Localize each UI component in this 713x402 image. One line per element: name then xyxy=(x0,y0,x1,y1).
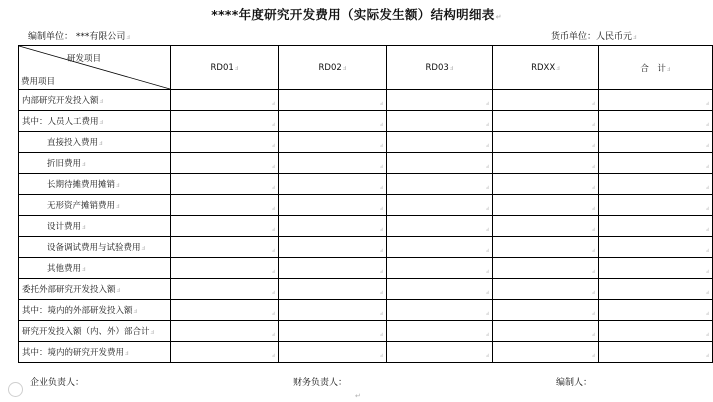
corner-bottom-label: 费用项目 xyxy=(21,77,56,87)
table-row xyxy=(19,237,713,258)
value-cell[interactable] xyxy=(387,300,493,321)
row-label-cell xyxy=(19,174,171,195)
value-cell[interactable] xyxy=(171,111,279,132)
value-cell[interactable] xyxy=(493,258,599,279)
value-cell[interactable] xyxy=(493,216,599,237)
cell-mark: ⅎ xyxy=(705,268,709,275)
cell-mark: ⅎ xyxy=(379,331,383,338)
row-label-cell xyxy=(19,300,171,321)
cell-mark: ⅎ xyxy=(379,163,383,170)
cell-mark: ⅎ xyxy=(379,121,383,128)
corner-top-label: 研发项目 xyxy=(67,54,102,64)
title-text: ****年度研究开发费用（实际发生额）结构明细表 xyxy=(211,7,495,22)
table-row xyxy=(19,195,713,216)
cell-mark: ⅎ xyxy=(485,247,489,254)
cell-mark: ⅎ xyxy=(379,226,383,233)
value-cell[interactable] xyxy=(599,132,713,153)
cell-mark: ⅎ xyxy=(591,184,595,191)
cell-mark: ⅎ xyxy=(666,64,671,73)
cell-mark: ⅎ xyxy=(116,286,121,294)
table-row xyxy=(19,111,713,132)
cell-mark: ⅎ xyxy=(379,205,383,212)
column-header-rd01 xyxy=(171,46,279,90)
table-row xyxy=(19,279,713,300)
cell-mark: ⅎ xyxy=(485,310,489,317)
value-cell[interactable] xyxy=(387,153,493,174)
document-title xyxy=(0,5,713,23)
cell-mark: ⅎ xyxy=(271,331,275,338)
value-cell[interactable] xyxy=(493,237,599,258)
cell-mark: ⅎ xyxy=(116,202,120,210)
value-cell[interactable] xyxy=(387,279,493,300)
value-cell[interactable] xyxy=(387,195,493,216)
cell-mark: ⅎ xyxy=(485,352,489,359)
row-label: 折旧费用 xyxy=(47,159,82,169)
row-label-cell xyxy=(19,216,171,237)
row-label: 设计费用 xyxy=(47,222,82,232)
cell-mark: ⅎ xyxy=(591,268,595,275)
table-row xyxy=(19,132,713,153)
enterprise-head-label: 企业负责人： xyxy=(30,378,85,388)
currency-unit xyxy=(551,29,637,42)
cell-mark: ⅎ xyxy=(591,121,595,128)
cell-mark: ⅎ xyxy=(449,63,454,72)
row-label: 其中：人员人工费用 xyxy=(22,117,99,127)
cell-mark: ⅎ xyxy=(485,268,489,275)
cell-mark: ⅎ xyxy=(125,349,129,357)
value-cell[interactable] xyxy=(171,258,279,279)
cell-mark: ⅎ xyxy=(271,352,275,359)
cell-mark: ⅎ xyxy=(126,33,131,41)
cell-mark: ⅎ xyxy=(82,223,86,231)
row-label-cell xyxy=(19,237,171,258)
row-label-cell xyxy=(19,195,171,216)
row-label: 无形资产摊销费用 xyxy=(47,201,116,211)
watermark-icon xyxy=(8,382,23,397)
value-cell[interactable] xyxy=(387,342,493,363)
row-label-cell xyxy=(19,90,171,111)
cell-mark: ⅎ xyxy=(379,184,383,191)
value-cell[interactable] xyxy=(279,300,387,321)
row-label: 其他费用 xyxy=(47,264,82,274)
value-cell[interactable] xyxy=(599,111,713,132)
cell-mark: ⅎ xyxy=(591,100,595,107)
cell-mark: ⅎ xyxy=(591,331,595,338)
cell-mark: ⅎ xyxy=(82,265,86,273)
cell-mark: ⅎ xyxy=(99,139,103,147)
value-cell[interactable] xyxy=(171,195,279,216)
cell-mark: ⅎ xyxy=(705,289,709,296)
cell-mark: ⅎ xyxy=(705,226,709,233)
cell-mark: ⅎ xyxy=(485,184,489,191)
row-label: 其中：境内的外部研发投入额 xyxy=(22,306,133,316)
cell-mark: ⅎ xyxy=(271,184,275,191)
cell-mark: ⅎ xyxy=(99,97,104,105)
cell-mark: ⅎ xyxy=(271,205,275,212)
value-cell[interactable] xyxy=(599,279,713,300)
row-label-cell xyxy=(19,153,171,174)
cell-mark: ⅎ xyxy=(271,226,275,233)
cell-mark: ⅎ xyxy=(705,310,709,317)
cell-mark: ⅎ xyxy=(141,244,146,252)
cell-mark: ⅎ xyxy=(705,184,709,191)
value-cell[interactable] xyxy=(279,321,387,342)
table-row xyxy=(19,90,713,111)
value-cell[interactable] xyxy=(599,300,713,321)
value-cell[interactable] xyxy=(387,216,493,237)
value-cell[interactable] xyxy=(493,90,599,111)
header-row xyxy=(19,46,713,90)
column-header-label: RD01 xyxy=(210,62,234,73)
row-label: 直接投入费用 xyxy=(47,138,99,148)
preparer-label: 编制人： xyxy=(556,378,593,388)
value-cell[interactable] xyxy=(279,195,387,216)
value-cell[interactable] xyxy=(599,258,713,279)
row-label: 设备调试费用与试验费用 xyxy=(47,243,141,253)
row-label-cell xyxy=(19,111,171,132)
row-label-cell xyxy=(19,132,171,153)
cell-mark: ⅎ xyxy=(133,307,138,315)
cell-mark: ⅎ xyxy=(705,142,709,149)
value-cell[interactable] xyxy=(171,237,279,258)
value-cell[interactable] xyxy=(493,132,599,153)
value-cell[interactable] xyxy=(493,195,599,216)
cell-mark: ⅎ xyxy=(271,247,275,254)
cell-mark: ⅎ xyxy=(591,310,595,317)
cell-mark: ⅎ xyxy=(150,328,155,336)
value-cell[interactable] xyxy=(171,321,279,342)
row-label-cell xyxy=(19,258,171,279)
value-cell[interactable] xyxy=(599,90,713,111)
table-row xyxy=(19,216,713,237)
value-cell[interactable] xyxy=(279,237,387,258)
cell-mark: ⅎ xyxy=(705,331,709,338)
column-header-label: RD02 xyxy=(318,62,342,73)
finance-head-label: 财务负责人： xyxy=(293,378,348,388)
cell-mark: ⅎ xyxy=(271,142,275,149)
row-label: 内部研究开发投入额 xyxy=(22,96,99,106)
value-cell[interactable] xyxy=(279,90,387,111)
value-cell[interactable] xyxy=(599,174,713,195)
value-cell[interactable] xyxy=(493,300,599,321)
value-cell[interactable] xyxy=(387,237,493,258)
value-cell[interactable] xyxy=(387,321,493,342)
cell-mark: ⅎ xyxy=(705,163,709,170)
cell-mark: ⅎ xyxy=(379,247,383,254)
cell-mark: ⅎ xyxy=(485,121,489,128)
cell-mark: ⅎ xyxy=(116,181,120,189)
cell-mark: ⅎ xyxy=(82,160,86,168)
column-header-label: RDXX xyxy=(531,62,556,73)
cell-mark: ⅎ xyxy=(379,142,383,149)
cell-mark: ⅎ xyxy=(705,352,709,359)
cell-mark: ⅎ xyxy=(591,247,595,254)
cell-mark: ⅎ xyxy=(379,352,383,359)
value-cell[interactable] xyxy=(279,216,387,237)
cell-mark: ⅎ xyxy=(271,310,275,317)
cell-mark: ⅎ xyxy=(591,163,595,170)
cell-mark: ⅎ xyxy=(591,226,595,233)
column-header-label: 合 计 xyxy=(640,63,666,74)
cell-mark: ⅎ xyxy=(485,100,489,107)
corner-header-cell xyxy=(19,46,171,90)
value-cell[interactable] xyxy=(599,321,713,342)
value-cell[interactable] xyxy=(599,237,713,258)
value-cell[interactable] xyxy=(387,258,493,279)
cell-mark: ⅎ xyxy=(485,289,489,296)
value-cell[interactable] xyxy=(493,321,599,342)
cell-mark: ⅎ xyxy=(633,33,637,41)
cell-mark: ⅎ xyxy=(591,142,595,149)
cell-mark: ⅎ xyxy=(271,163,275,170)
value-cell[interactable] xyxy=(493,174,599,195)
paragraph-mark-bottom: ↵ xyxy=(355,392,361,400)
value-cell[interactable] xyxy=(493,279,599,300)
cell-mark: ⅎ xyxy=(271,100,275,107)
value-cell[interactable] xyxy=(387,132,493,153)
cell-mark: ⅎ xyxy=(485,226,489,233)
row-label-cell xyxy=(19,342,171,363)
value-cell[interactable] xyxy=(171,90,279,111)
table-row xyxy=(19,342,713,363)
value-cell[interactable] xyxy=(279,258,387,279)
value-cell[interactable] xyxy=(171,300,279,321)
column-header-total xyxy=(599,46,713,90)
value-cell[interactable] xyxy=(171,216,279,237)
value-cell[interactable] xyxy=(599,195,713,216)
currency-unit-text: 货币单位：人民币元 xyxy=(551,32,633,42)
value-cell[interactable] xyxy=(279,153,387,174)
value-cell[interactable] xyxy=(171,153,279,174)
column-header-rd02 xyxy=(279,46,387,90)
cell-mark: ⅎ xyxy=(379,268,383,275)
column-header-label: RD03 xyxy=(425,62,449,73)
cell-mark: ⅎ xyxy=(342,63,347,72)
value-cell[interactable] xyxy=(171,342,279,363)
table-row xyxy=(19,258,713,279)
table-row xyxy=(19,153,713,174)
row-label: 其中：境内的研究开发费用 xyxy=(22,348,125,358)
value-cell[interactable] xyxy=(279,279,387,300)
cell-mark: ⅎ xyxy=(591,205,595,212)
row-label-cell xyxy=(19,321,171,342)
watermark-logo xyxy=(8,382,26,397)
value-cell[interactable] xyxy=(279,111,387,132)
value-cell[interactable] xyxy=(387,174,493,195)
cell-mark: ⅎ xyxy=(234,63,239,72)
cell-mark: ⅎ xyxy=(379,289,383,296)
table-row xyxy=(19,321,713,342)
value-cell[interactable] xyxy=(171,279,279,300)
value-cell[interactable] xyxy=(387,111,493,132)
value-cell[interactable] xyxy=(493,111,599,132)
cell-mark: ⅎ xyxy=(271,289,275,296)
compiler-unit-text: 编制单位： ***有限公司 xyxy=(28,32,126,42)
value-cell[interactable] xyxy=(493,153,599,174)
cell-mark: ⅎ xyxy=(705,247,709,254)
cell-mark: ⅎ xyxy=(485,142,489,149)
value-cell[interactable] xyxy=(279,342,387,363)
column-header-rd03 xyxy=(387,46,493,90)
cell-mark: ⅎ xyxy=(271,268,275,275)
cell-mark: ⅎ xyxy=(485,163,489,170)
cell-mark: ⅎ xyxy=(705,121,709,128)
value-cell[interactable] xyxy=(279,174,387,195)
cell-mark: ⅎ xyxy=(556,63,560,72)
value-cell[interactable] xyxy=(599,342,713,363)
cell-mark: ⅎ xyxy=(271,121,275,128)
cell-mark: ⅎ xyxy=(705,100,709,107)
table-row xyxy=(19,300,713,321)
value-cell[interactable] xyxy=(599,216,713,237)
compiler-unit xyxy=(28,29,130,42)
cell-mark: ⅎ xyxy=(379,310,383,317)
value-cell[interactable] xyxy=(171,132,279,153)
cell-mark: ⅎ xyxy=(379,100,383,107)
cell-mark: ⅎ xyxy=(591,352,595,359)
value-cell[interactable] xyxy=(493,342,599,363)
value-cell[interactable] xyxy=(387,90,493,111)
expense-table xyxy=(18,45,713,363)
cell-mark: ⅎ xyxy=(705,205,709,212)
paragraph-mark: ↵ xyxy=(495,13,502,21)
row-label: 委托外部研究开发投入额 xyxy=(22,285,116,295)
cell-mark: ⅎ xyxy=(485,205,489,212)
row-label: 研究开发投入额（内、外）部合计 xyxy=(22,327,150,337)
row-label-cell xyxy=(19,279,171,300)
column-header-rdxx xyxy=(493,46,599,90)
cell-mark: ⅎ xyxy=(485,331,489,338)
value-cell[interactable] xyxy=(599,153,713,174)
value-cell[interactable] xyxy=(279,132,387,153)
cell-mark: ⅎ xyxy=(591,289,595,296)
row-label: 长期待摊费用摊销 xyxy=(47,180,116,190)
value-cell[interactable] xyxy=(171,174,279,195)
table-row xyxy=(19,174,713,195)
cell-mark: ⅎ xyxy=(99,118,104,126)
